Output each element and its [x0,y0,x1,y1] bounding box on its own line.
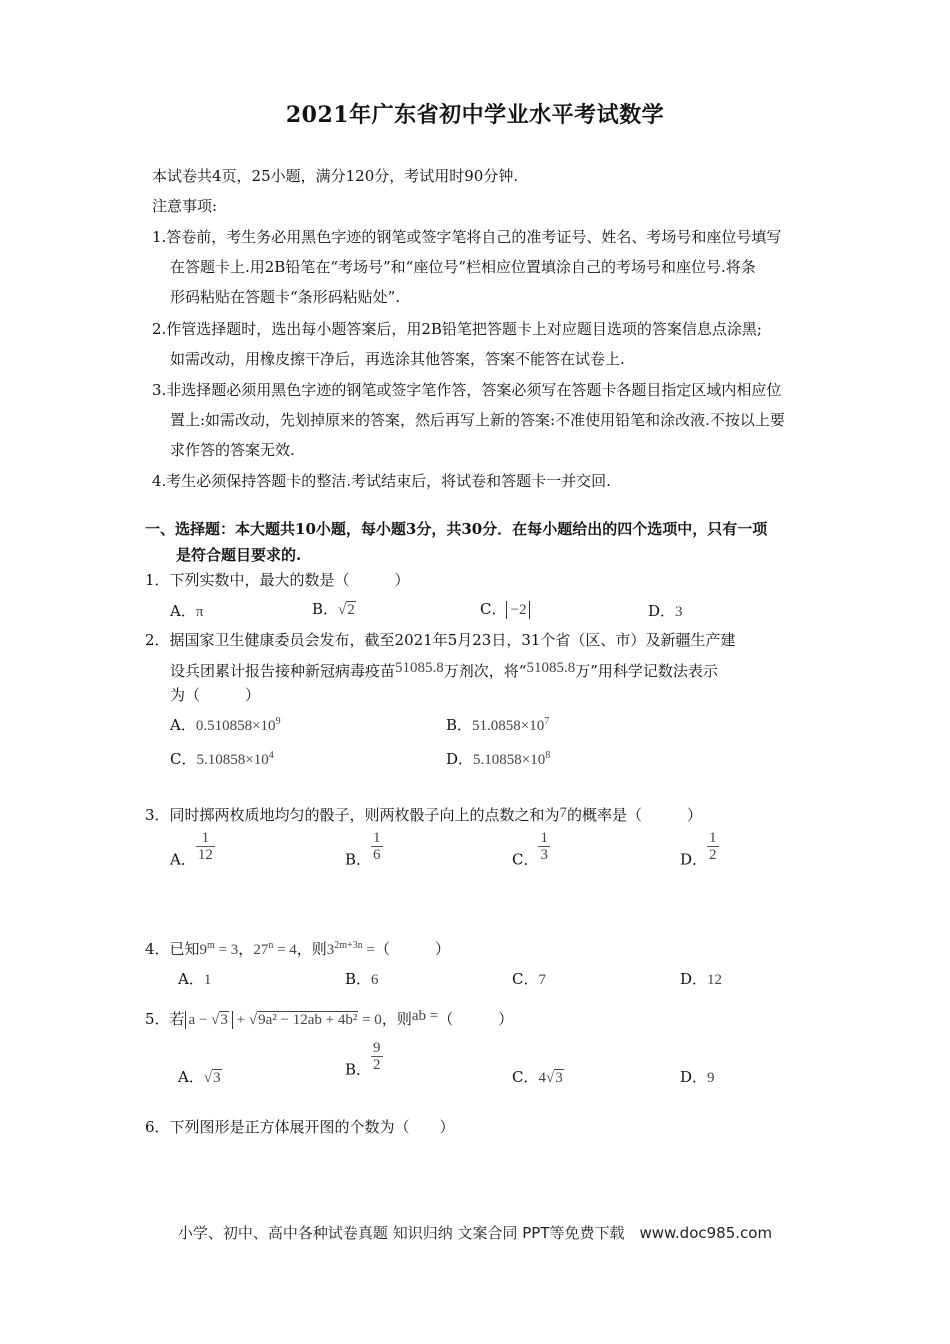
denominator: 12 [197,847,213,863]
note-1-line-1: 1.答卷前，考生务必用黑色字迹的钢笔或签字笔将自己的准考证号、姓名、考场号和座位号填写 [152,228,782,246]
note-3-line-2: 置上:如需改动，先划掉原来的答案，然后再写上新的答案:不准使用铅笔和涂改液.不按以上要 [170,411,785,429]
option-label: A． [170,602,196,620]
q5-radicand: 9a² − 12ab + 4b² [258,1012,358,1028]
q3-option-c [512,830,550,870]
question-1-stem: 1．下列实数中，最大的数是（ ） [145,571,410,589]
option-label: D． [680,850,708,869]
note-2-line-1: 2.作管选择题时，选出每小题答案后，用2B铅笔把答题卡上对应题目选项的答案信息点涂黑; [152,320,762,338]
option-label: B． [446,716,473,734]
q5-option-d [680,1066,715,1087]
q5-radicand: 3 [220,1012,228,1028]
q2-option-d [446,748,550,769]
numerator: 1 [201,830,210,846]
option-label: D． [648,602,676,620]
q5-expr: a − [188,1012,212,1028]
q5-text: （ ） [438,1010,514,1028]
q4-option-b [345,968,379,989]
q5-option-b [345,1040,383,1080]
section-1-heading: 一、选择题：本大题共10小题，每小题3分，共30分．在每小题给出的四个选项中，只有一项 [145,520,768,538]
q3-number: 7 [559,805,568,821]
q4-text: ，则 [296,940,327,958]
q4-option-c [512,968,546,989]
q4-expr: 3 [326,942,335,958]
q4-text: 4．已知 [145,940,200,958]
q1-a-value: π [195,604,204,620]
q2-c-value: 5.10858×10 [196,752,269,768]
denominator: 2 [709,847,717,863]
q4-expr: = 4 [273,942,297,958]
option-label: B． [312,600,339,618]
q4-expr: = [362,942,375,958]
q2-number: 51085.8 [526,660,576,676]
denominator: 6 [373,847,381,863]
q4-text: ， [238,940,254,958]
q1-c-value: −2 [506,601,530,619]
q5-c-radicand: 3 [555,1070,563,1086]
numerator: 9 [373,1040,381,1056]
numerator: 1 [709,830,717,846]
option-label: A． [170,716,196,734]
q2-text: 万剂次，将“ [443,662,527,680]
q1-option-a [170,600,203,621]
option-label: D． [680,1068,708,1086]
q5-b-fraction [371,1040,383,1073]
note-2-line-2: 如需改动，用橡皮擦干净后，再选涂其他答案，答案不能答在试卷上. [170,350,625,368]
q4-exponent: 2m+3n [334,940,363,951]
q3-text: 3．同时掷两枚质地均匀的骰子，则两枚骰子向上的点数之和为 [145,806,560,824]
q2-text: 万”用科学记数法表示 [575,662,718,680]
q2-d-exponent: 8 [545,750,551,761]
q3-text: 的概率是（ ） [567,806,703,824]
q2-a-value: 0.510858×10 [195,718,276,734]
option-label: C． [512,850,539,869]
q1-option-b: B．√2 [312,600,355,618]
option-label: C． [512,970,539,988]
q5-abs-expr: a − √3 [185,1011,233,1029]
option-label: C． [512,1068,539,1086]
q3-option-a [170,830,215,870]
q4-a-value: 1 [203,972,212,988]
q4-c-value: 7 [538,972,546,988]
q5-d-value: 9 [707,1070,715,1086]
q3-option-d [680,830,719,870]
q4-expr: 27 [253,942,269,958]
note-1-line-2: 在答题卡上.用2B铅笔在“考场号”和“座位号”栏相应位置填涂自己的考场号和座位号.将条 [170,258,756,276]
q1-d-value: 3 [675,604,683,620]
note-3-line-3: 求作答的答案无效. [170,441,295,459]
q2-option-b [446,714,549,735]
option-label: D． [446,750,474,768]
question-2-line-2 [170,660,718,681]
q5-expr: ab = [411,1008,439,1024]
q5-text: ，则 [381,1010,412,1028]
q2-b-exponent: 7 [544,716,550,727]
q5-expr: = 0 [358,1012,382,1028]
q2-c-exponent: 4 [268,750,274,761]
question-2-line-3: 为（ ） [170,686,261,704]
numerator: 1 [540,830,548,846]
q3-option-b [345,830,383,870]
intro-text: 本试卷共4页，25小题，满分120分，考试用时90分钟. [152,167,519,185]
q4-exponent: m [207,940,215,951]
option-label: A． [170,850,196,869]
page-title: 2021年广东省初中学业水平考试数学 [285,102,665,128]
option-label: C． [480,600,507,618]
note-1-line-3: 形码粘贴在答题卡“条形码粘贴处”. [170,288,401,306]
q4-option-d [680,968,722,989]
question-4-stem [145,938,450,959]
footer-text: 小学、初中、高中各种试卷真题 知识归纳 文案合同 PPT等免费下载 www.doc985.com [177,1224,773,1242]
q2-a-exponent: 9 [275,716,281,727]
q4-text: （ ） [374,940,450,958]
q3-a-fraction [196,830,215,863]
q4-exponent: n [268,940,274,951]
q2-option-c [170,748,274,769]
question-5-stem: 5．若 a − √3 + √9a² − 12ab + 4b² = 0，则ab =（ ） [145,1008,514,1028]
q4-option-a [178,968,211,989]
q3-b-fraction [371,830,383,863]
q1-option-c [480,598,530,619]
notice-heading: 注意事项: [152,197,218,215]
q4-expr: = 3 [214,942,239,958]
q2-option-a [170,714,281,735]
question-2-line-1: 2．据国家卫生健康委员会发布，截至2021年5月23日，31个省（区、市）及新疆生产建 [145,631,736,649]
option-label: B． [345,1060,372,1079]
section-1-heading-cont: 是符合题目要求的. [176,546,302,564]
q5-a-radicand: 3 [213,1070,221,1086]
q5-option-a: A．√3 [178,1068,221,1086]
q3-c-fraction [538,830,550,863]
q2-d-value: 5.10858×10 [473,752,546,768]
option-label: D． [680,970,708,988]
q2-number: 51085.8 [395,660,444,676]
denominator: 3 [540,847,548,863]
option-label: B． [345,850,372,869]
q5-text: 5．若 [145,1010,185,1028]
q2-text: 设兵团累计报告接种新冠病毒疫苗 [170,662,396,680]
q1-option-d [648,600,683,621]
note-3-line-1: 3.非选择题必须用黑色字迹的钢笔或签字笔作答，答案必须写在答题卡各题目指定区域内相应位 [152,381,782,399]
q3-d-fraction [707,830,719,863]
q5-c-coefficient: 4 [538,1070,546,1086]
q1-b-radicand: 2 [347,602,355,618]
q4-d-value: 12 [707,972,723,988]
numerator: 1 [373,830,381,846]
denominator: 2 [373,1057,381,1073]
option-label: A． [178,970,204,988]
note-4-line-1: 4.考生必须保持答题卡的整洁.考试结束后，将试卷和答题卡一并交回. [152,472,611,490]
q5-option-c: C．4√3 [512,1068,563,1086]
question-3-stem [145,804,702,825]
option-label: C． [170,750,197,768]
q4-b-value: 6 [371,972,379,988]
q4-expr: 9 [199,942,208,958]
question-6-stem: 6．下列图形是正方体展开图的个数为（ ） [145,1118,455,1136]
option-label: B． [345,970,372,988]
q5-expr: + [232,1012,249,1028]
option-label: A． [178,1068,204,1086]
q2-b-value: 51.0858×10 [472,718,545,734]
